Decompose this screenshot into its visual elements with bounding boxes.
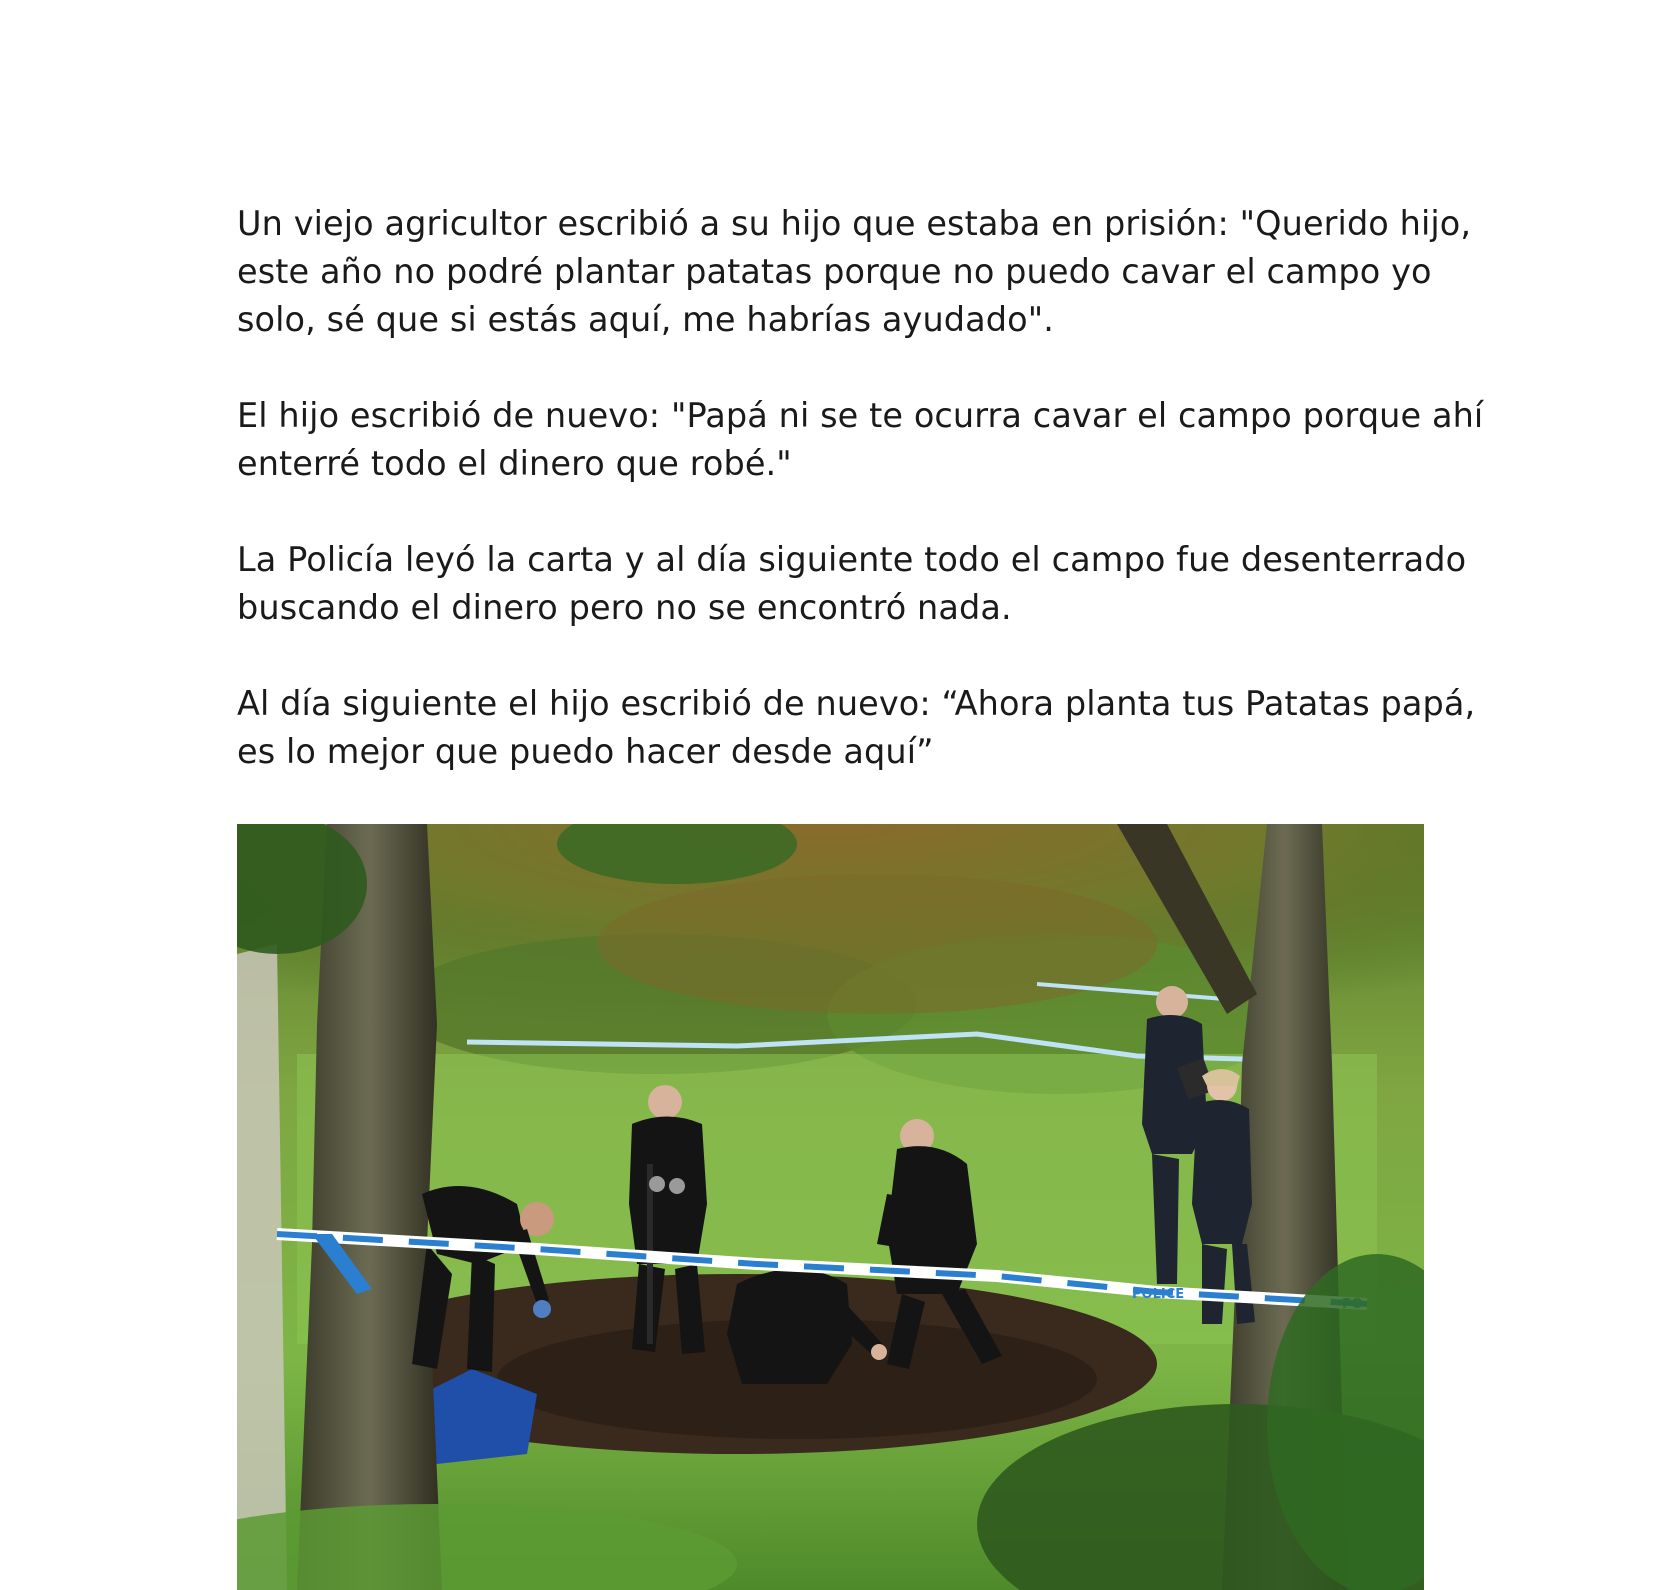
text-line: solo, sé que si estás aquí, me habrías ayudado". <box>237 300 1055 339</box>
text-line: este año no podré plantar patatas porque no puedo cavar el campo yo <box>237 252 1432 291</box>
text-line: La Policía leyó la carta y al día siguiente todo el campo fue desenterrado <box>237 540 1467 579</box>
paragraph-spacer <box>237 488 1427 536</box>
bush <box>597 874 1157 1014</box>
paragraph-2 <box>237 392 1484 488</box>
text-line: es lo mejor que puedo hacer desde aquí” <box>237 732 934 771</box>
paragraph-spacer <box>237 632 1427 680</box>
paragraph-3 <box>237 536 1467 632</box>
photo-illustration <box>237 824 1424 1590</box>
text-line: enterré todo el dinero que robé." <box>237 444 792 483</box>
tape-label-police: POLICE <box>1132 1287 1185 1302</box>
text-line: Un viejo agricultor escribió a su hijo que estaba en prisión: "Querido hijo, <box>237 204 1472 243</box>
paragraph-1 <box>237 200 1472 344</box>
text-line: buscando el dinero pero no se encontró nada. <box>237 588 1012 627</box>
text-line: Al día siguiente el hijo escribió de nuevo: “Ahora planta tus Patatas papá, <box>237 684 1476 723</box>
text-line: El hijo escribió de nuevo: "Papá ni se te ocurra cavar el campo porque ahí <box>237 396 1484 435</box>
story-text <box>237 200 1484 776</box>
paragraph-spacer <box>237 344 1427 392</box>
police-digging-photo <box>237 824 1424 1590</box>
paragraph-4 <box>237 680 1476 776</box>
